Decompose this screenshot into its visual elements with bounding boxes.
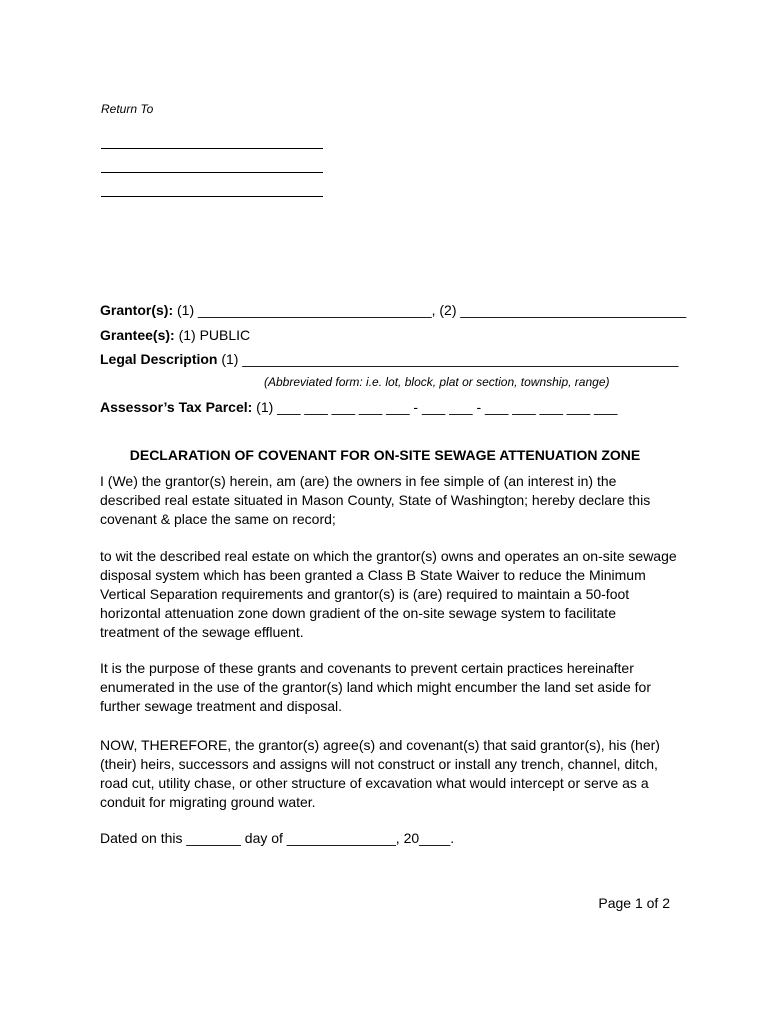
paragraph-line: enumerated in the use of the grantor(s) land which might encumber the land set aside for [100,679,651,695]
paragraph-now-therefore [100,736,675,812]
paragraph-line: Vertical Separation requirements and grantor(s) is (are) required to maintain a 50-foot [100,586,630,602]
dated-line: Dated on this _______ day of ______________, 20____. [100,830,455,846]
paragraph-line: conduit for migrating ground water. [100,794,316,810]
paragraph-line: (their) heirs, successors and assigns will not construct or install any trench, channel, ditch, [100,756,658,772]
grantors-field [100,302,686,318]
paragraph-line: NOW, THEREFORE, the grantor(s) agree(s) and covenant(s) that said grantor(s), his (her) [100,737,660,753]
return-to-label: Return To [101,102,154,116]
abbreviated-form-note: (Abbreviated form: i.e. lot, block, plat or section, township, range) [264,375,610,389]
assessor-parcel-value: (1) ___ ___ ___ ___ ___ - ___ ___ - ___ ___ ___ ___ ___ [252,399,618,415]
grantee-field [100,327,250,343]
paragraph-line: It is the purpose of these grants and covenants to prevent certain practices hereinafter [100,660,634,676]
paragraph-line: covenant & place the same on record; [100,511,336,527]
assessor-parcel-field [100,399,617,415]
legal-description-field [100,351,678,367]
paragraph-line: disposal system which has been granted a Class B State Waiver to reduce the Minimum [100,567,646,583]
legal-description-value: (1) ________________________________________________________ [217,351,679,367]
assessor-parcel-label: Assessor’s Tax Parcel: [100,399,253,415]
paragraph-to-wit [100,547,675,642]
document-title: DECLARATION OF COVENANT FOR ON-SITE SEWAGE ATTENUATION ZONE [129,447,641,463]
paragraph-line: road cut, utility chase, or other structure of excavation what would intercept or serve as a [100,775,649,791]
paragraph-line: to wit the described real estate on which the grantor(s) owns and operates an on-site sewage [100,548,677,564]
paragraph-line: horizontal attenuation zone down gradient of the on-site sewage system to facilitate [100,605,616,621]
paragraph-line: treatment of the sewage effluent. [100,624,304,640]
paragraph-line: described real estate situated in Mason County, State of Washington; hereby declare this [100,492,651,508]
page-number: Page 1 of 2 [598,895,670,911]
grantee-label: Grantee(s): [100,327,175,343]
legal-description-label: Legal Description [100,351,218,367]
paragraph-line: I (We) the grantor(s) herein, am (are) the owners in fee simple of (an interest in) the [100,473,617,489]
return-to-blank-line-2 [101,172,323,173]
return-to-blank-line-3 [101,196,323,197]
grantee-value: (1) PUBLIC [174,327,251,343]
return-to-blank-line-1 [101,148,323,149]
paragraph-purpose [100,659,675,716]
paragraph-line: further sewage treatment and disposal. [100,698,343,714]
grantors-value: (1) ______________________________, (2) _____________________________ [173,302,687,318]
paragraph-declaration [100,472,675,529]
grantors-label: Grantor(s): [100,302,174,318]
